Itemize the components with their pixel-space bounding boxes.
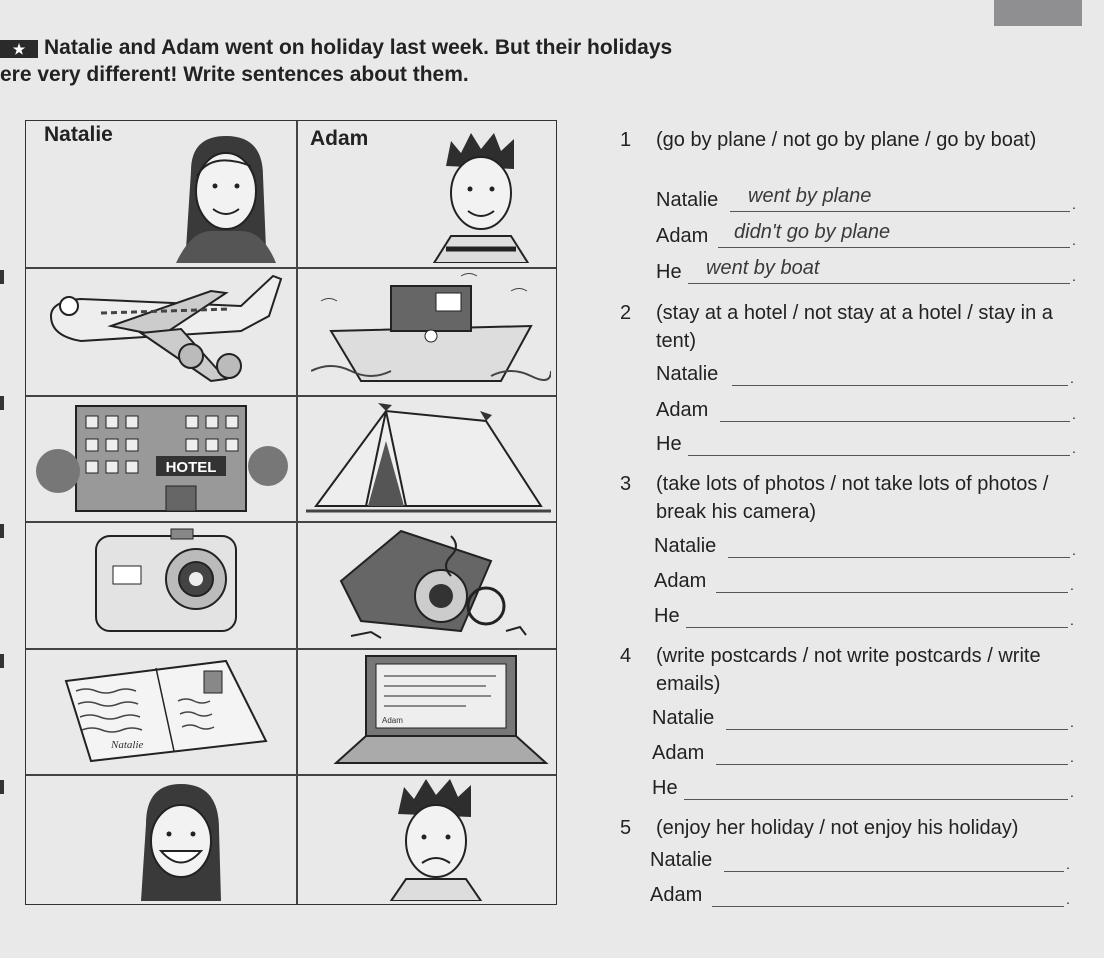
answer-line[interactable]: Natalie . — [650, 849, 1070, 872]
subject-label: Natalie — [656, 189, 719, 211]
exercise-prompt: (write postcards / not write postcards / write emails) — [656, 645, 1041, 695]
answer-line[interactable]: He . — [654, 605, 1074, 628]
subject-label: Adam — [654, 570, 707, 592]
exercise-prompt: (stay at a hotel / not stay at a hotel / stay in a tent) — [656, 302, 1053, 352]
subject-label: Natalie — [654, 535, 717, 557]
subject-label: Natalie — [650, 849, 713, 871]
answer-line[interactable]: He went by boat . — [656, 257, 1076, 284]
answer-line[interactable]: He . — [656, 433, 1076, 456]
subject-label: He — [656, 261, 682, 283]
page-corner-tab — [994, 0, 1082, 26]
exercise-number: 3 — [620, 473, 632, 495]
exercise-title-line2: ere very different! Write sentences about them. — [0, 63, 469, 86]
laptop-email-illustration — [316, 651, 551, 771]
exercise-prompt: (enjoy her holiday / not enjoy his holiday) — [656, 817, 1019, 839]
broken-camera-illustration — [321, 521, 551, 646]
postcard-signature: Natalie — [111, 739, 144, 751]
answer-line[interactable]: Natalie . — [656, 363, 1074, 386]
camera-illustration — [91, 521, 251, 646]
answer-line[interactable]: Adam didn't go by plane . — [656, 221, 1076, 248]
answer-line[interactable]: Adam . — [652, 742, 1074, 765]
email-recipient: Adam — [382, 716, 403, 725]
exercise-prompt: (take lots of photos / not take lots of photos / break his camera) — [656, 473, 1049, 523]
exercise-title-line1: Natalie and Adam went on holiday last week. But their holidays — [44, 36, 673, 59]
exercise-number: 4 — [620, 645, 632, 667]
subject-label: He — [652, 777, 678, 799]
postcard-illustration — [56, 656, 276, 766]
subject-label: Adam — [656, 225, 709, 247]
adam-column-label: Adam — [310, 127, 369, 150]
answer-line[interactable]: He . — [652, 777, 1074, 800]
boat-illustration — [311, 271, 551, 391]
subject-label: Adam — [652, 742, 705, 764]
subject-label: Adam — [656, 399, 709, 421]
unhappy-adam-illustration — [376, 779, 496, 901]
exercise-number: 5 — [620, 817, 632, 839]
answer-line[interactable]: Natalie went by plane . — [656, 185, 1076, 212]
tent-illustration — [306, 401, 551, 519]
exercise-number: 2 — [620, 302, 632, 324]
hotel-sign: HOTEL — [165, 459, 217, 476]
subject-label: He — [656, 433, 682, 455]
happy-natalie-illustration — [121, 779, 241, 901]
answer-line[interactable]: Natalie . — [654, 535, 1076, 558]
answer-line[interactable]: Adam . — [656, 399, 1076, 422]
exercise-prompt: (go by plane / not go by plane / go by boat) — [656, 129, 1037, 151]
picture-grid — [25, 120, 557, 905]
adam-face-illustration — [426, 131, 536, 263]
subject-label: He — [654, 605, 680, 627]
hotel-illustration — [36, 401, 291, 519]
answer-line[interactable]: Adam . — [654, 570, 1074, 593]
subject-label: Natalie — [656, 363, 719, 385]
answer-text: didn't go by plane — [734, 221, 891, 243]
answer-text: went by boat — [706, 257, 820, 279]
star-badge: ★ — [0, 40, 38, 58]
natalie-column-label: Natalie — [44, 123, 113, 146]
exercise-number: 1 — [620, 129, 632, 151]
subject-label: Adam — [650, 884, 703, 906]
answer-line[interactable]: Natalie . — [652, 707, 1074, 730]
answer-line[interactable]: Adam . — [650, 884, 1070, 907]
subject-label: Natalie — [652, 707, 715, 729]
airplane-illustration — [41, 271, 291, 391]
natalie-face-illustration — [171, 131, 281, 263]
answer-text: went by plane — [748, 185, 872, 207]
